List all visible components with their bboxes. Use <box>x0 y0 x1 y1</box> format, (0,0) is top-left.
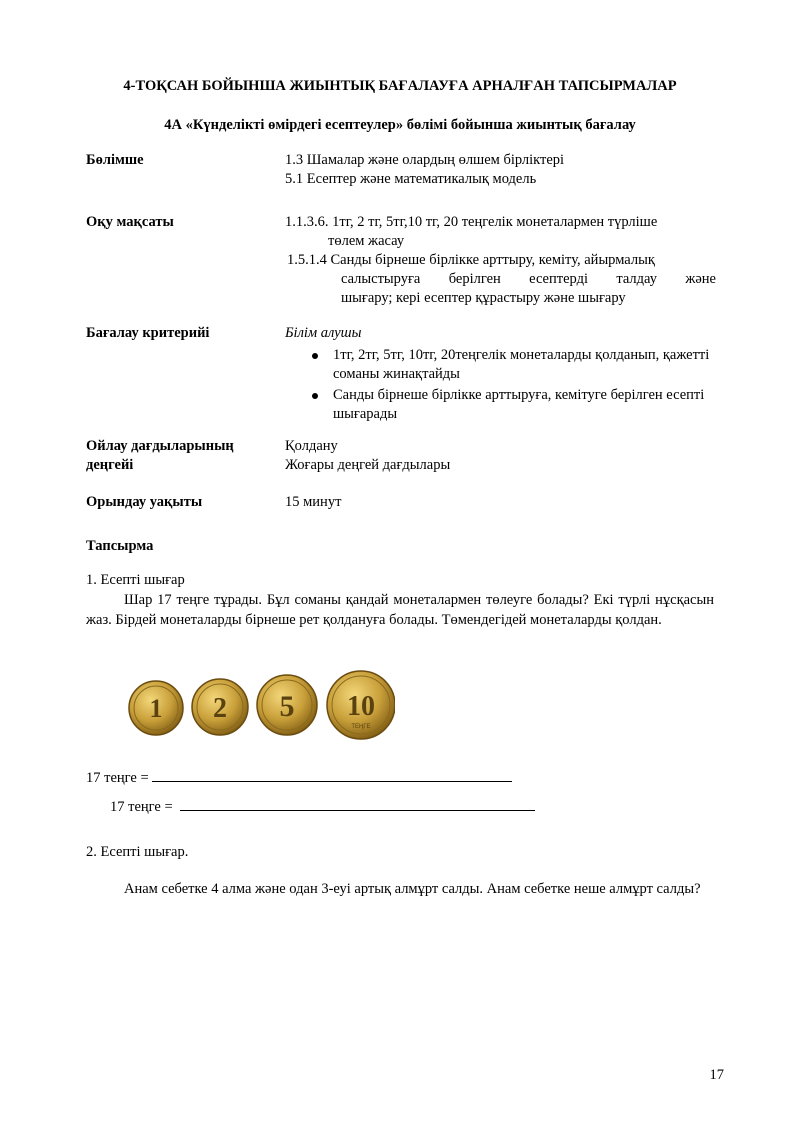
coins-illustration <box>125 665 395 745</box>
criteria-label: Бағалау критерийі <box>86 325 210 341</box>
thinking-label <box>86 437 234 475</box>
task2-text: Анам себетке 4 алма және одан 3-еуі артық алмұрт салды. Анам себетке неше алмұрт салды? <box>124 881 701 897</box>
thinking-label-line1: Ойлау дағдыларының <box>86 438 234 454</box>
coin-10-value: 10 <box>347 691 375 722</box>
goals-values <box>285 213 716 308</box>
thinking-value-2: Жоғары деңгей дағдылары <box>285 457 451 473</box>
coin-2 <box>192 679 248 735</box>
goal1-line2: төлем жасау <box>328 233 405 249</box>
coin-2-value: 2 <box>213 693 227 724</box>
answer1-field[interactable] <box>152 767 512 782</box>
criteria-item: 1тг, 2тг, 5тг, 10тг, 20теңгелік монеталарды қолданып, қажетті соманы жинақтайды <box>285 346 715 384</box>
coin-10-label: ТЕҢГЕ <box>351 724 371 730</box>
goal1-line1: 1.1.3.6. 1тг, 2 тг, 5тг,10 тг, 20 теңгелік монеталармен түрліше <box>285 214 658 230</box>
goal2-line1: 1.5.1.4 Санды бірнеше бірлікке арттыру, кеміту, айырмалық <box>287 252 655 268</box>
time-value: 15 минут <box>285 494 342 510</box>
thinking-label-line2: деңгейі <box>86 457 134 473</box>
section-values <box>285 151 715 189</box>
coin-1 <box>129 681 183 735</box>
task-heading: Тапсырма <box>86 538 154 554</box>
section-value-2: 5.1 Есептер және математикалық модель <box>285 171 537 187</box>
section-value-1: 1.3 Шамалар және олардың өлшем бірліктері <box>285 152 565 168</box>
answer1-prefix: 17 теңге = <box>86 770 149 786</box>
page-number: 17 <box>709 1067 724 1083</box>
answer2-prefix: 17 теңге = <box>110 799 173 815</box>
answer-row-1 <box>86 767 512 788</box>
coin-5 <box>257 675 317 735</box>
coin-1-value: 1 <box>149 694 163 723</box>
goal2-line3: шығару; кері есептер құрастыру және шығару <box>341 290 626 306</box>
goals-label: Оқу мақсаты <box>86 214 174 230</box>
coin-5-value: 5 <box>279 690 295 723</box>
task2-title: 2. Есепті шығар. <box>86 844 189 860</box>
criteria-item: Санды бірнеше бірлікке арттыруға, кемітуге берілген есепті шығарады <box>285 386 715 424</box>
time-label: Орындау уақыты <box>86 494 203 510</box>
task1-title: 1. Есепті шығар <box>86 572 185 588</box>
coin-10 <box>327 671 395 739</box>
answer2-field[interactable] <box>180 796 535 811</box>
criteria-list <box>285 346 715 424</box>
thinking-value-1: Қолдану <box>285 438 338 454</box>
goal2-line2: салыстыруға берілген есептерді талдау және <box>341 271 716 287</box>
criteria-values <box>285 324 715 426</box>
criteria-intro: Білім алушы <box>285 325 362 341</box>
page-title: 4-ТОҚСАН БОЙЫНША ЖИЫНТЫҚ БАҒАЛАУҒА АРНАЛҒАН ТАПСЫРМАЛАР <box>123 78 677 94</box>
page-subtitle: 4А «Күнделікті өмірдегі есептеулер» бөлімі бойынша жиынтық бағалау <box>164 117 636 133</box>
answer-row-2 <box>110 796 535 817</box>
section-label: Бөлімше <box>86 152 144 168</box>
thinking-values <box>285 437 715 475</box>
task1-text: Шар 17 теңге тұрады. Бұл соманы қандай монеталармен төлеуге болады? Екі түрлі нұсқасын жаз. Бірдей монеталарды бірнеше рет қолдануға болады. Төмендегідей монеталарды қолдан. <box>86 592 714 628</box>
